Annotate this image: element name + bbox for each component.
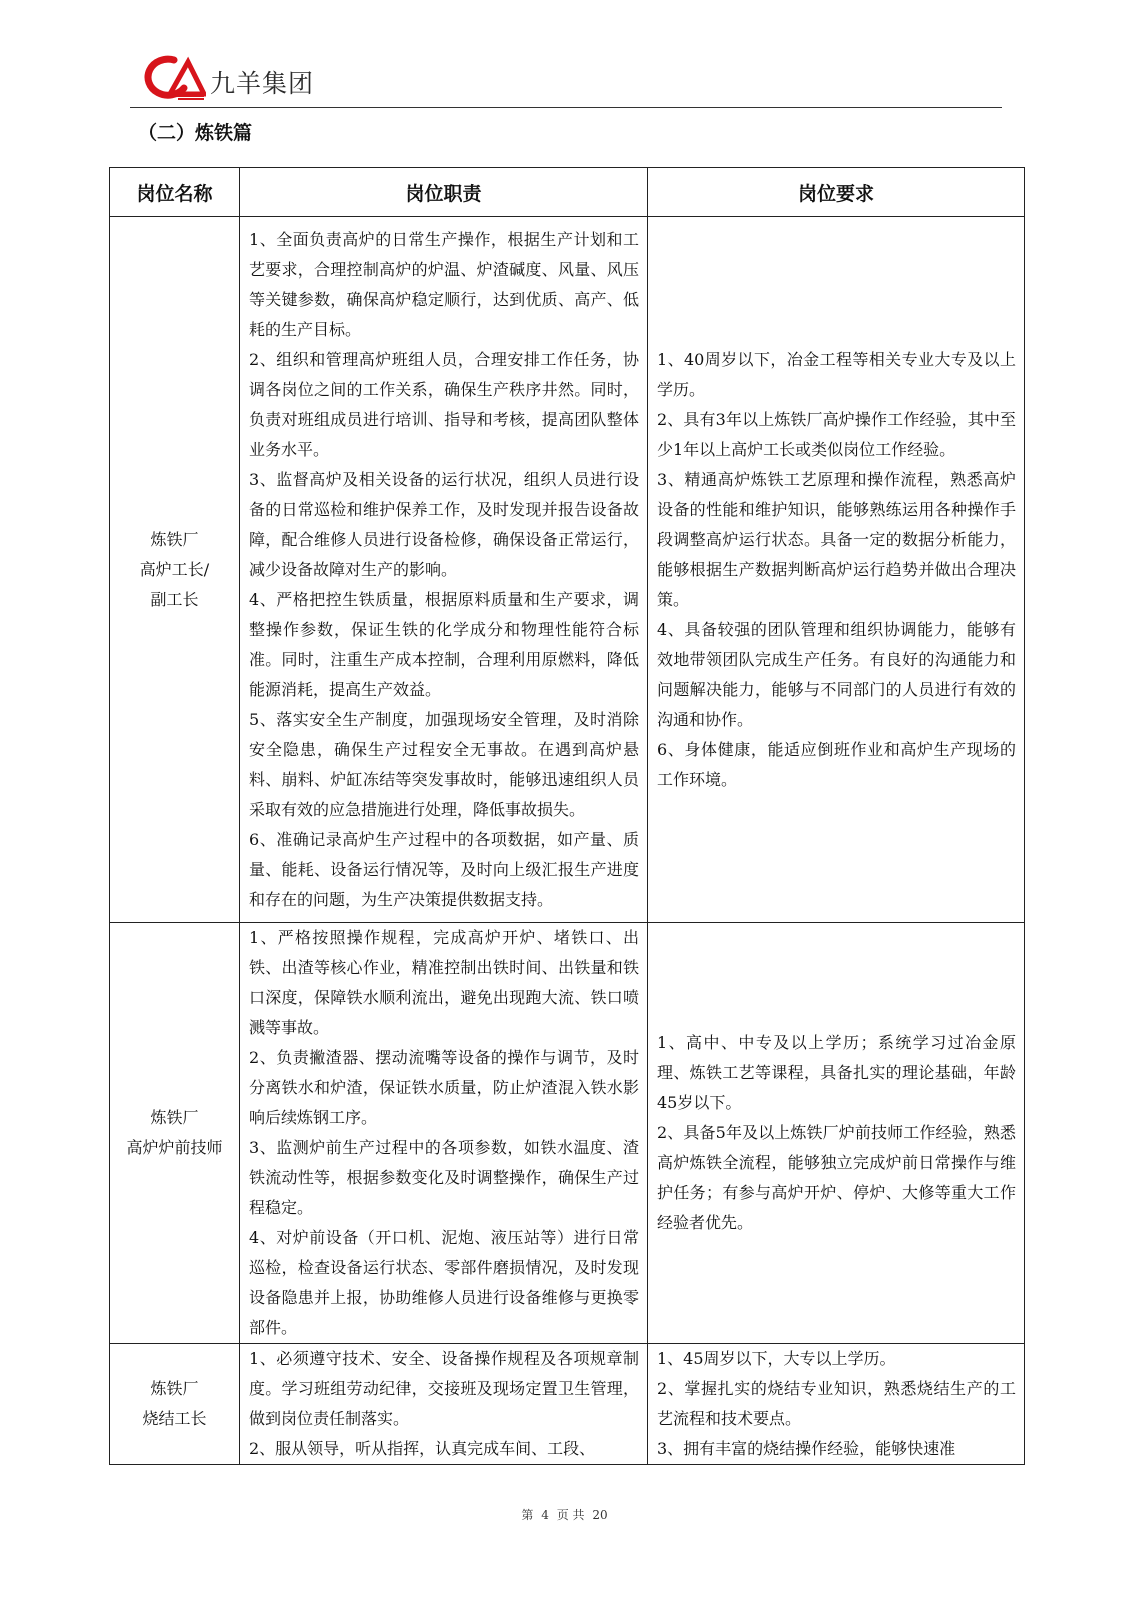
requirements-cell — [648, 1344, 1025, 1465]
header-duties: 岗位职责 — [240, 168, 648, 217]
page-footer — [0, 1506, 1129, 1523]
requirements-cell — [648, 217, 1025, 923]
duty-item: 3、监督高炉及相关设备的运行状况，组织人员进行设备的日常巡检和维护保养工作，及时发现并报告设备故障，配合维修人员进行设备检修，确保设备正常运行，减少设备故障对生产的影响。 — [249, 469, 639, 579]
duty-item: 6、准确记录高炉生产过程中的各项数据，如产量、质量、能耗、设备运行情况等，及时向上级汇报生产进度和存在的问题，为生产决策提供数据支持。 — [249, 829, 639, 909]
position-name-line: 炼铁厂 — [150, 1379, 199, 1398]
company-logo-icon — [144, 54, 206, 102]
table-row — [110, 1344, 1025, 1465]
duty-item: 4、对炉前设备（开口机、泥炮、液压站等）进行日常巡检，检查设备运行状态、零部件磨损情况，及时发现设备隐患并上报，协助维修人员进行设备维修与更换零部件。 — [249, 1228, 639, 1337]
company-name: 九羊集团 — [210, 69, 315, 98]
duty-item: 1、严格按照操作规程，完成高炉开炉、堵铁口、出铁、出渣等核心作业，精准控制出铁时间、出铁量和铁口深度，保障铁水顺利流出，避免出现跑大流、铁口喷溅等事故。 — [249, 928, 639, 1037]
requirement-item: 2、掌握扎实的烧结专业知识，熟悉烧结生产的工艺流程和技术要点。 — [657, 1379, 1016, 1428]
duty-item: 3、监测炉前生产过程中的各项参数，如铁水温度、渣铁流动性等，根据参数变化及时调整操作，确保生产过程稳定。 — [249, 1138, 639, 1217]
footer-prefix: 第 — [521, 1508, 534, 1522]
duty-item: 5、落实安全生产制度，加强现场安全管理，及时消除安全隐患，确保生产过程安全无事故。在遇到高炉悬料、崩料、炉缸冻结等突发事故时，能够迅速组织人员采取有效的应急措施进行处理，降低事故损失。 — [249, 709, 639, 819]
footer-middle: 页 共 — [556, 1508, 585, 1522]
position-name-line: 副工长 — [150, 589, 199, 609]
duty-item: 4、严格把控生铁质量，根据原料质量和生产要求，调整操作参数，保证生铁的化学成分和物理性能符合标准。同时，注重生产成本控制，合理利用原燃料，降低能源消耗，提高生产效益。 — [249, 589, 639, 699]
requirement-item: 4、具备较强的团队管理和组织协调能力，能够有效地带领团队完成生产任务。有良好的沟通能力和问题解决能力，能够与不同部门的人员进行有效的沟通和协作。 — [657, 619, 1016, 729]
position-name-line: 高炉炉前技师 — [126, 1138, 223, 1157]
duty-item: 2、服从领导，听从指挥，认真完成车间、工段、 — [249, 1439, 596, 1458]
requirement-item: 6、身体健康，能适应倒班作业和高炉生产现场的工作环境。 — [657, 739, 1016, 789]
requirement-item: 2、具备5年及以上炼铁厂炉前技师工作经验，熟悉高炉炼铁全流程，能够独立完成炉前日常操作与维护任务；有参与高炉开炉、停炉、大修等重大工作经验者优先。 — [657, 1123, 1016, 1232]
header-rule — [130, 107, 1002, 108]
page-header — [130, 48, 1002, 106]
position-name-line: 高炉工长/ — [139, 559, 210, 579]
position-name-line: 烧结工长 — [142, 1409, 207, 1428]
duties-cell — [240, 217, 648, 923]
duty-item: 2、组织和管理高炉班组人员，合理安排工作任务，协调各岗位之间的工作关系，确保生产秩序井然。同时，负责对班组成员进行培训、指导和考核，提高团队整体业务水平。 — [249, 349, 639, 459]
requirement-item: 2、具有3年以上炼铁厂高炉操作工作经验，其中至少1年以上高炉工长或类似岗位工作经验。 — [657, 409, 1016, 459]
requirements-cell — [648, 923, 1025, 1344]
position-name-cell — [110, 217, 240, 923]
requirement-item: 1、高中、中专及以上学历；系统学习过冶金原理、炼铁工艺等课程，具备扎实的理论基础，年龄45岁以下。 — [657, 1033, 1016, 1112]
position-name-line: 炼铁厂 — [150, 529, 199, 549]
footer-page-number: 4 — [541, 1508, 549, 1522]
duty-item: 1、必须遵守技术、安全、设备操作规程及各项规章制度。学习班组劳动纪律，交接班及现场定置卫生管理，做到岗位责任制落实。 — [249, 1349, 639, 1428]
table-header-row — [110, 168, 1025, 217]
duty-item: 1、全面负责高炉的日常生产操作，根据生产计划和工艺要求，合理控制高炉的炉温、炉渣碱度、风量、风压等关键参数，确保高炉稳定顺行，达到优质、高产、低耗的生产目标。 — [249, 229, 639, 339]
duties-cell — [240, 923, 648, 1344]
requirement-item: 1、40周岁以下，冶金工程等相关专业大专及以上学历。 — [657, 349, 1016, 399]
requirement-item: 3、精通高炉炼铁工艺原理和操作流程，熟悉高炉设备的性能和维护知识，能够熟练运用各种操作手段调整高炉运行状态。具备一定的数据分析能力，能够根据生产数据判断高炉运行趋势并做出合理决策。 — [657, 469, 1016, 609]
duties-cell — [240, 1344, 648, 1465]
header-position-name: 岗位名称 — [110, 168, 240, 217]
footer-total-pages: 20 — [592, 1508, 608, 1522]
duty-item: 2、负责撇渣器、摆动流嘴等设备的操作与调节，及时分离铁水和炉渣，保证铁水质量，防止炉渣混入铁水影响后续炼钢工序。 — [249, 1048, 639, 1127]
header-requirements: 岗位要求 — [648, 168, 1025, 217]
requirement-item: 1、45周岁以下，大专以上学历。 — [657, 1349, 896, 1368]
job-table — [109, 167, 1025, 1465]
table-row — [110, 217, 1025, 923]
section-title: （二）炼铁篇 — [138, 122, 253, 144]
position-name-line: 炼铁厂 — [150, 1108, 199, 1127]
position-name-cell — [110, 1344, 240, 1465]
table-row — [110, 923, 1025, 1344]
requirement-item: 3、拥有丰富的烧结操作经验，能够快速准 — [657, 1439, 956, 1458]
position-name-cell — [110, 923, 240, 1344]
